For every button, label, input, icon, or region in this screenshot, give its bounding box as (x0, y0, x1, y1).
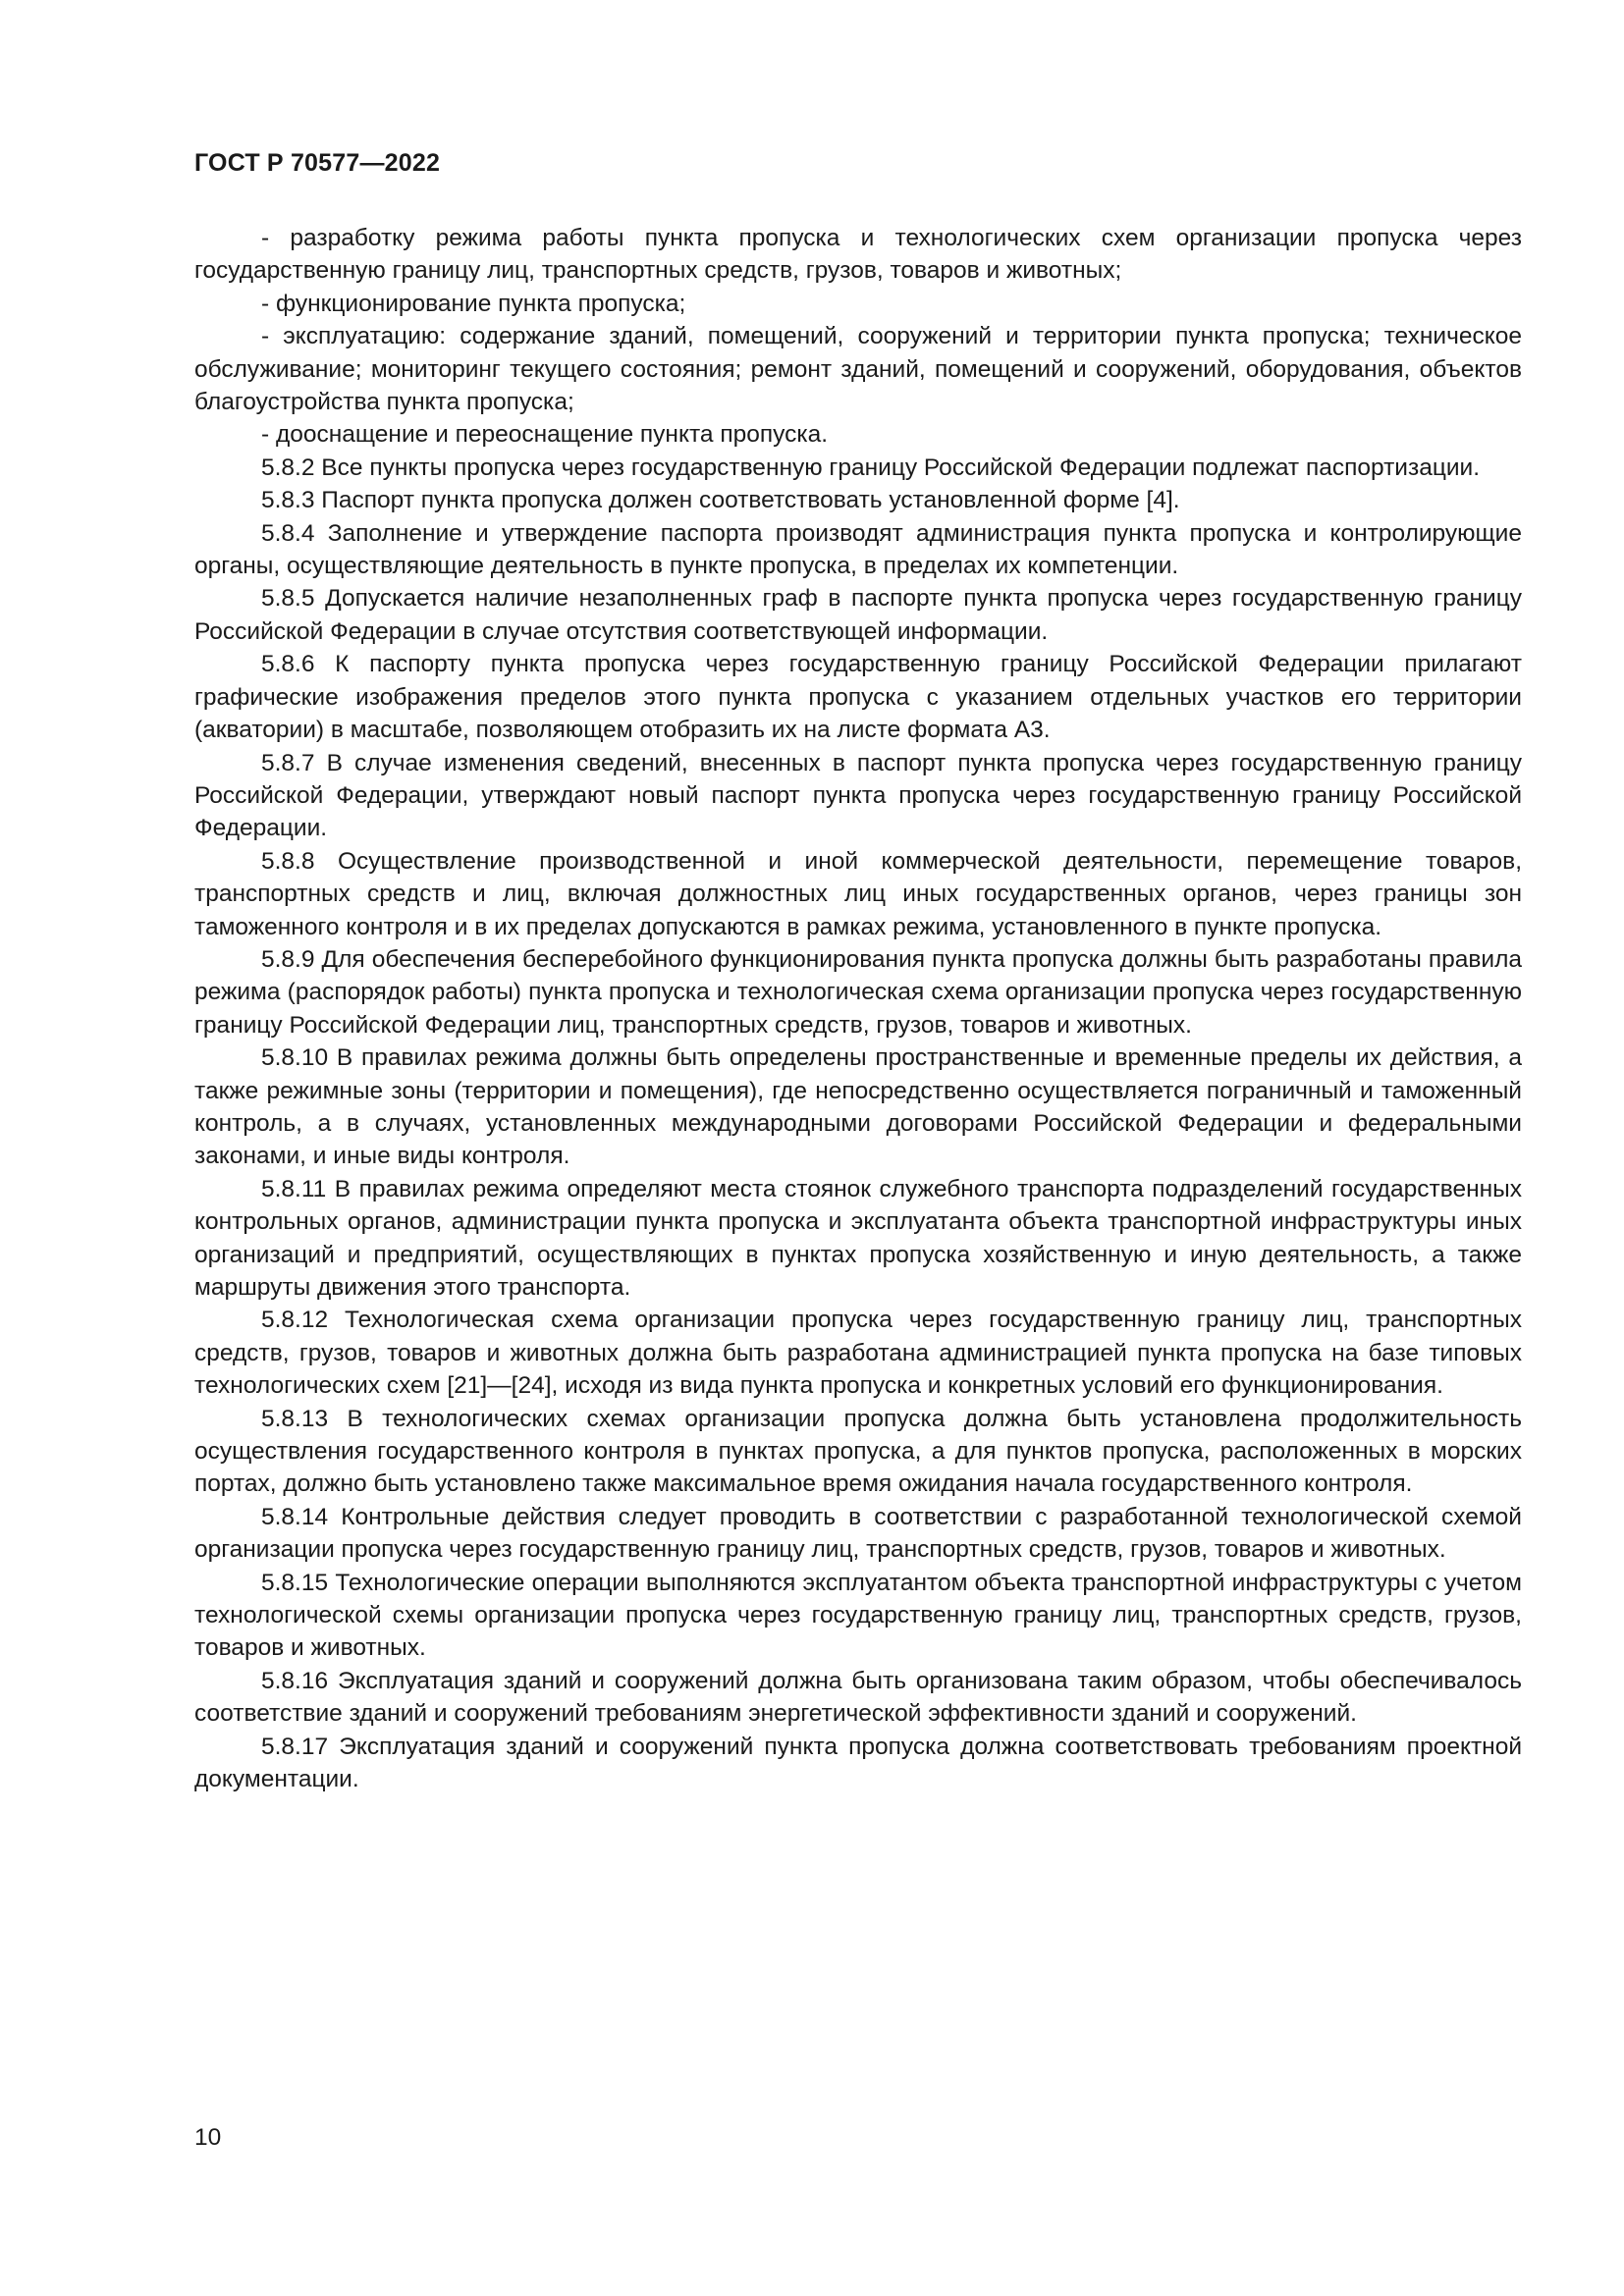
paragraph: - дооснащение и переоснащение пункта пропуска. (261, 421, 829, 449)
paragraph: 5.8.13 В технологических схемах организации пропуска должна быть установлена продолжительность осуществления государственного контроля в пунктах пропуска, а для пунктов пропуска, расположенных в морских портах, должно быть установлено также максимальное время ожидания начала государственного контроля. (194, 1405, 1522, 1498)
paragraph: 5.8.3 Паспорт пункта пропуска должен соответствовать установленной форме [4]. (261, 487, 1180, 514)
document-header: ГОСТ Р 70577—2022 (194, 149, 441, 177)
paragraph: 5.8.17 Эксплуатация зданий и сооружений пункта пропуска должна соответствовать требованиям проектной документации. (194, 1733, 1522, 1793)
page-number: 10 (194, 2124, 222, 2151)
paragraph: 5.8.4 Заполнение и утверждение паспорта производят администрация пункта пропуска и контролирующие органы, осуществляющие деятельность в пункте пропуска, в пределах их компетенции. (194, 519, 1522, 580)
paragraph: 5.8.15 Технологические операции выполняются эксплуатантом объекта транспортной инфраструктуры с учетом технологической схемы организации пропуска через государственную границу лиц, транспортных средств, грузов, товаров и животных. (194, 1569, 1522, 1662)
paragraph: 5.8.10 В правилах режима должны быть определены пространственные и временные пределы их действия, а также режимные зоны (территории и помещения), где непосредственно осуществляется пограничный и таможенный контроль, а в случаях, установленных международными договорами Российской Федерации и федеральными законами, и иные виды контроля. (194, 1044, 1522, 1170)
paragraph: 5.8.12 Технологическая схема организации пропуска через государственную границу лиц, транспортных средств, грузов, товаров и животных должна быть разработана администрацией пункта пропуска на базе типовых технологических схем [21]—[24], исходя из вида пункта пропуска и конкретных условий его функционирования. (194, 1307, 1522, 1400)
paragraph: - функционирование пункта пропуска; (261, 290, 686, 317)
paragraph: 5.8.16 Эксплуатация зданий и сооружений должна быть организована таким образом, чтобы обеспечивалось соответствие зданий и сооружений требованиям энергетической эффективности зданий и сооружений. (194, 1667, 1522, 1728)
paragraph: - разработку режима работы пункта пропуска и технологических схем организации пропуска через государственную границу лиц, транспортных средств, грузов, товаров и животных; (194, 225, 1522, 285)
paragraph: 5.8.2 Все пункты пропуска через государственную границу Российской Федерации подлежат паспортизации. (261, 454, 1481, 481)
document-body (194, 222, 1522, 1796)
paragraph: 5.8.11 В правилах режима определяют места стоянок служебного транспорта подразделений государственных контрольных органов, администрации пункта пропуска и эксплуатанта объекта транспортной инфраструктуры иных организаций и предприятий, осуществляющих в пунктах пропуска хозяйственную и иную деятельность, а также маршруты движения этого транспорта. (194, 1175, 1522, 1301)
paragraph: 5.8.8 Осуществление производственной и иной коммерческой деятельности, перемещение товаров, транспортных средств и лиц, включая должностных лиц иных государственных органов, через границы зон таможенного контроля и в их пределах допускаются в рамках режима, установленного в пункте пропуска. (194, 847, 1522, 940)
paragraph: 5.8.5 Допускается наличие незаполненных граф в паспорте пункта пропуска через государственную границу Российской Федерации в случае отсутствия соответствующей информации. (194, 585, 1522, 645)
paragraph: 5.8.7 В случае изменения сведений, внесенных в паспорт пункта пропуска через государственную границу Российской Федерации, утверждают новый паспорт пункта пропуска через государственную границу Российской Федерации. (194, 749, 1522, 842)
paragraph: - эксплуатацию: содержание зданий, помещений, сооружений и территории пункта пропуска; техническое обслуживание; мониторинг текущего состояния; ремонт зданий, помещений и сооружений, оборудования, объектов благоустройства пункта пропуска; (194, 323, 1522, 416)
paragraph: 5.8.6 К паспорту пункта пропуска через государственную границу Российской Федерации прилагают графические изображения пределов этого пункта пропуска с указанием отдельных участков его территории (акватории) в масштабе, позволяющем отобразить их на листе формата А3. (194, 651, 1522, 744)
paragraph: 5.8.9 Для обеспечения бесперебойного функционирования пункта пропуска должны быть разработаны правила режима (распорядок работы) пункта пропуска и технологическая схема организации пропуска через государственную границу Российской Федерации лиц, транспортных средств, грузов, товаров и животных. (194, 945, 1522, 1039)
paragraph: 5.8.14 Контрольные действия следует проводить в соответствии с разработанной технологической схемой организации пропуска через государственную границу лиц, транспортных средств, грузов, товаров и животных. (194, 1503, 1522, 1564)
